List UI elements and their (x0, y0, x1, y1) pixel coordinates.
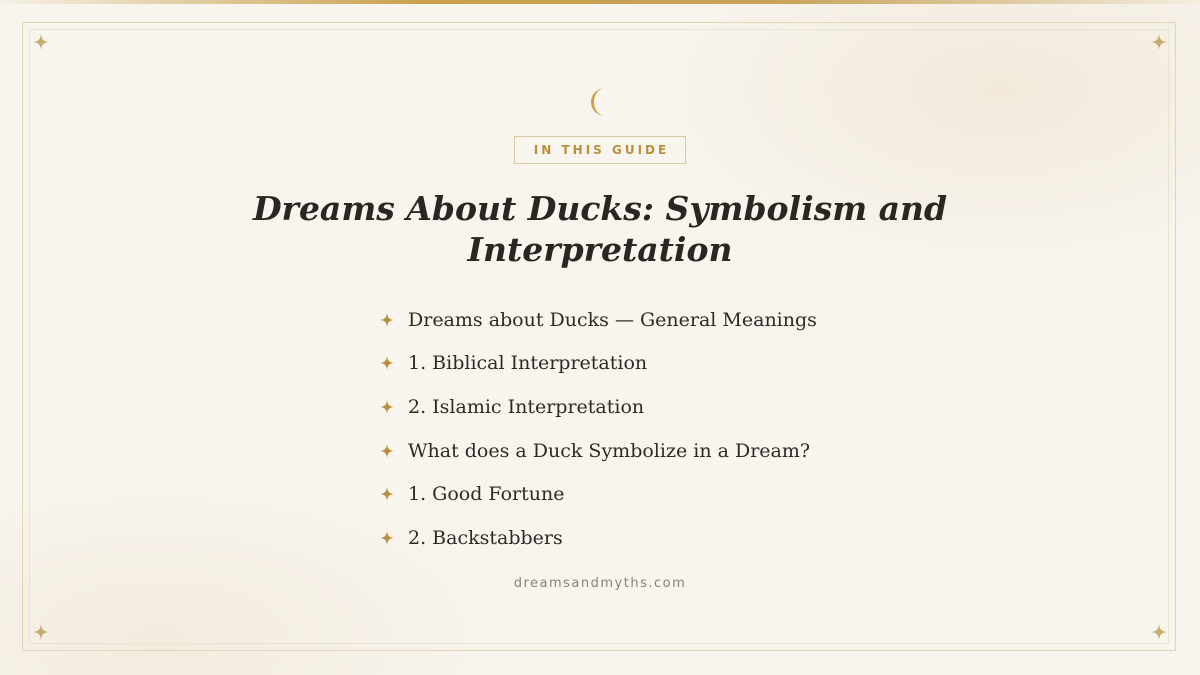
sparkle-icon (380, 313, 394, 327)
toc-item[interactable] (380, 342, 900, 386)
toc-item-label[interactable]: 2. Islamic Interpretation (408, 395, 645, 418)
site-url: dreamsandmyths.com (513, 576, 687, 591)
toc-item[interactable] (380, 429, 900, 473)
toc-item-label[interactable]: What does a Duck Symbolize in a Dream? (408, 439, 811, 462)
toc-item[interactable] (380, 298, 900, 342)
toc-item[interactable] (380, 472, 900, 516)
page-title: Dreams About Ducks: Symbolism and Interpretation (252, 189, 948, 269)
toc-item-label[interactable]: 2. Backstabbers (408, 526, 563, 549)
toc-item-label[interactable]: Dreams about Ducks — General Meanings (408, 308, 817, 331)
corner-sparkle-icon (1151, 34, 1167, 50)
corner-sparkle-icon (33, 624, 49, 640)
toc-item-label[interactable]: 1. Biblical Interpretation (408, 352, 648, 375)
corner-sparkle-icon (1151, 624, 1167, 640)
table-of-contents (380, 298, 900, 560)
sparkle-icon (380, 444, 394, 458)
corner-sparkle-icon (33, 34, 49, 50)
toc-item[interactable] (380, 385, 900, 429)
sparkle-icon (380, 487, 394, 501)
section-badge: IN THIS GUIDE (514, 136, 686, 164)
top-accent-bar (0, 0, 1200, 4)
toc-item-label[interactable]: 1. Good Fortune (408, 483, 565, 506)
sparkle-icon (380, 356, 394, 370)
sparkle-icon (380, 400, 394, 414)
sparkle-icon (380, 531, 394, 545)
crescent-moon-icon (586, 86, 614, 118)
toc-item[interactable] (380, 516, 900, 560)
